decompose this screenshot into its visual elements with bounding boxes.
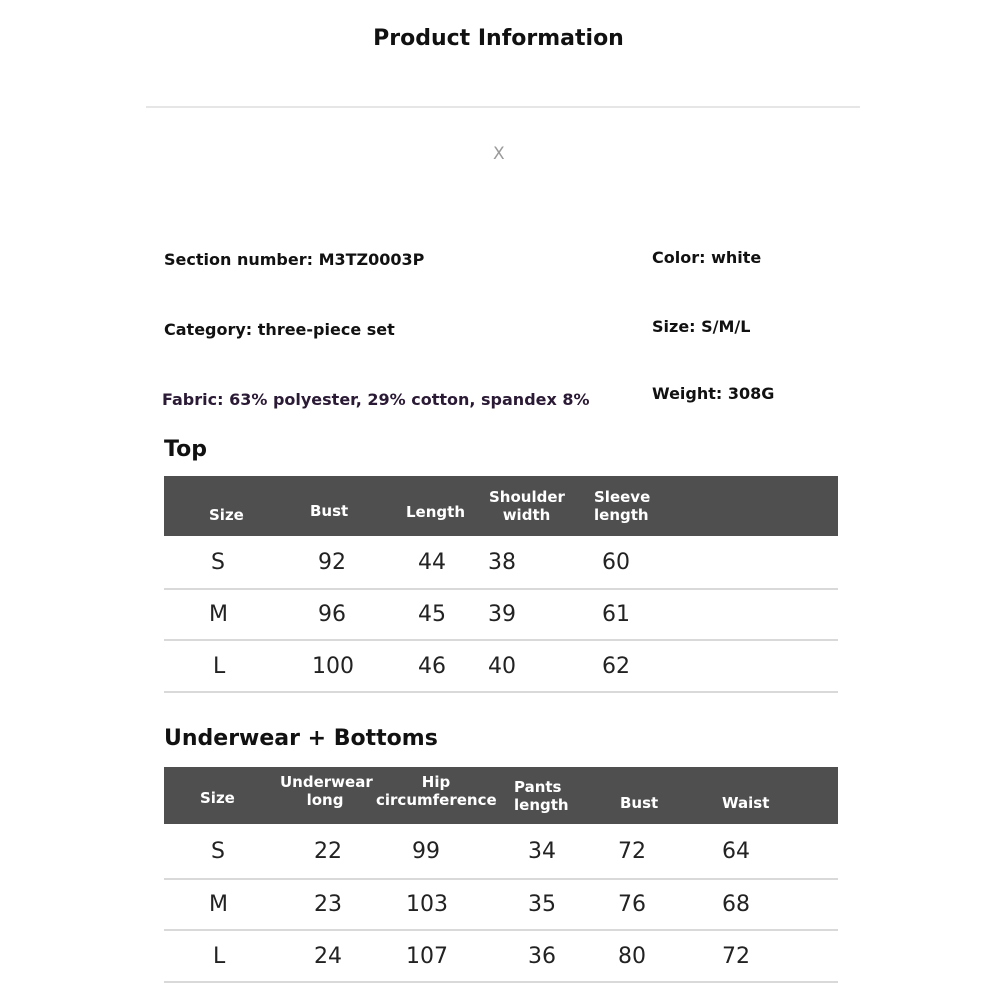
color: Color: white [652, 248, 762, 267]
column-header: Shoulder width [489, 488, 565, 524]
table-cell: 39 [488, 602, 516, 627]
table-cell: 100 [312, 653, 354, 679]
bottoms-size-table [164, 767, 838, 983]
table-cell: 44 [418, 549, 446, 575]
table-cell: M [209, 892, 228, 917]
fabric: Fabric: 63% polyester, 29% cotton, spandex 8% [162, 390, 590, 409]
table-cell: L [213, 653, 226, 679]
table-row [164, 930, 838, 982]
table-cell: 72 [722, 943, 750, 969]
column-header: Bust [620, 793, 659, 812]
table-cell: 96 [318, 602, 346, 627]
table-cell: S [211, 549, 225, 575]
table-cell: 35 [528, 892, 556, 917]
size-options: Size: S/M/L [652, 317, 751, 336]
column-header: Length [406, 503, 465, 521]
table-cell: 40 [488, 653, 516, 679]
table-row [164, 640, 838, 692]
table-header-row [164, 476, 838, 536]
table-cell: 62 [602, 653, 630, 679]
table-cell: 80 [618, 943, 646, 969]
column-header: Size [209, 506, 244, 524]
column-header: Bust [310, 502, 349, 520]
table-cell: 61 [602, 602, 630, 627]
table-cell: 107 [406, 943, 448, 969]
table-cell: 64 [722, 838, 750, 864]
table-cell: 45 [418, 602, 446, 627]
table-header-row [164, 767, 838, 824]
table-cell: 22 [314, 838, 342, 864]
top-size-table [164, 476, 838, 693]
column-header: Size [200, 788, 235, 807]
top-heading: Top [164, 437, 207, 462]
weight: Weight: 308G [652, 384, 775, 403]
table-cell: 24 [314, 943, 342, 969]
table-cell: M [209, 602, 228, 627]
page-title: Product Information [373, 26, 624, 51]
table-cell: 76 [618, 892, 646, 917]
column-header: Waist [722, 793, 770, 812]
table-cell: 34 [528, 838, 556, 864]
table-cell: 38 [488, 549, 516, 575]
table-row [164, 589, 838, 640]
table-cell: 23 [314, 892, 342, 917]
table-cell: L [213, 943, 226, 969]
bottoms-heading: Underwear + Bottoms [164, 726, 438, 751]
close-icon[interactable]: X [493, 144, 505, 164]
title-divider [146, 106, 860, 108]
column-header: Sleeve length [594, 488, 651, 524]
table-cell: 103 [406, 892, 448, 917]
table-row [164, 536, 838, 589]
column-header: Hip circumference [376, 772, 497, 809]
table-cell: 99 [412, 838, 440, 864]
table-row [164, 879, 838, 930]
column-header: Underwear long [280, 772, 373, 809]
table-row [164, 824, 838, 879]
column-header: Pants length [514, 777, 569, 814]
table-cell: 72 [618, 838, 646, 864]
table-cell: S [211, 838, 225, 864]
section-number: Section number: M3TZ0003P [164, 250, 425, 269]
table-cell: 36 [528, 943, 556, 969]
table-cell: 92 [318, 549, 346, 575]
category: Category: three-piece set [164, 320, 395, 339]
table-cell: 68 [722, 892, 750, 917]
table-cell: 46 [418, 653, 446, 679]
table-cell: 60 [602, 549, 630, 575]
